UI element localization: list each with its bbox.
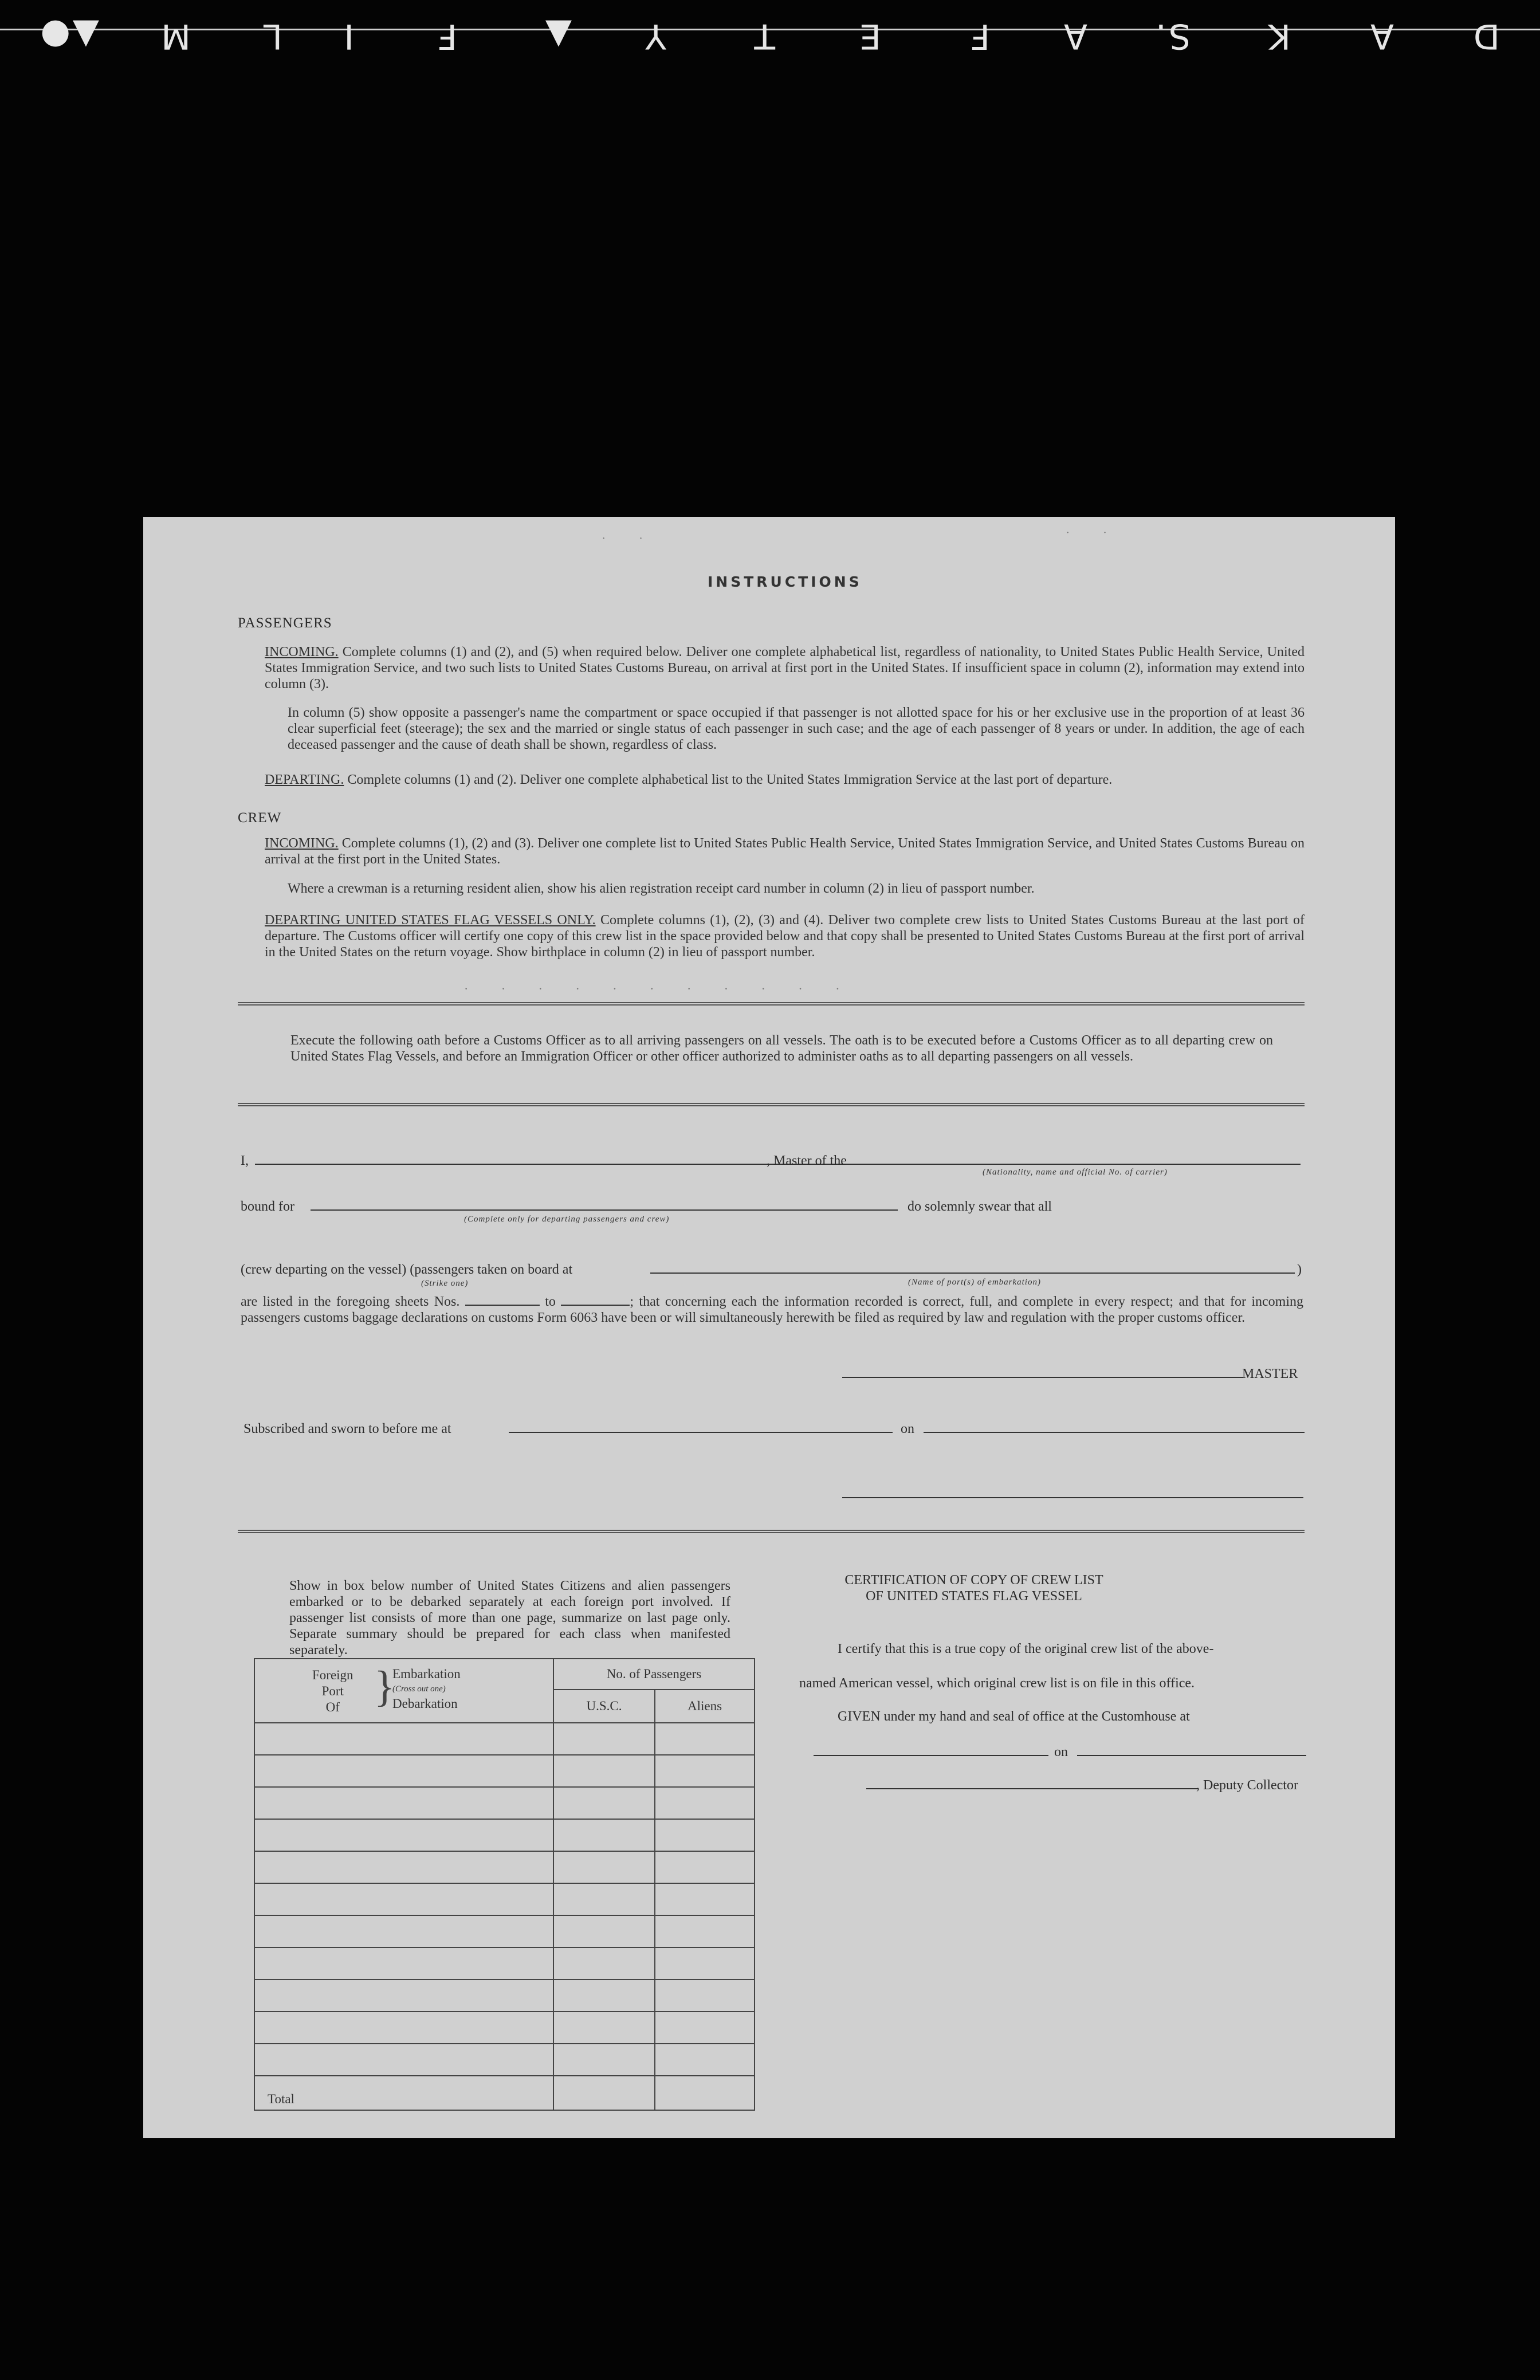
embark-debark (392, 1666, 461, 1712)
master-label: MASTER (1242, 1366, 1298, 1381)
usc-cell[interactable] (553, 1980, 655, 2012)
port-label: Port (321, 1684, 344, 1698)
film-letter: F (968, 16, 990, 56)
usc-cell[interactable] (553, 1883, 655, 1915)
port-header-cell (254, 1659, 553, 1723)
document-page (143, 517, 1395, 2138)
film-letter: ▲● (38, 16, 99, 56)
film-edge-label (0, 0, 1540, 97)
master-signature-field[interactable] (842, 1376, 1243, 1378)
crew-incoming-lead: INCOMING. (265, 836, 339, 851)
crew-alien-paragraph: Where a crewman is a returning resident alien, show his alien registration receipt card number in column (2) in lieu of passport number. (288, 881, 1035, 896)
certification-on-label: on (1054, 1745, 1068, 1760)
aliens-cell[interactable] (655, 2044, 755, 2076)
master-of-the-label: , Master of the (767, 1153, 847, 1168)
listed-in-paragraph (241, 1294, 1303, 1326)
aliens-header: Aliens (655, 1690, 755, 1723)
port-cell[interactable] (254, 1947, 553, 1980)
name-of-ports-caption: (Name of port(s) of embarkation) (908, 1278, 1041, 1287)
usc-cell[interactable] (553, 1787, 655, 1819)
crew-departing-lead: DEPARTING UNITED STATES FLAG VESSELS ONLY. (265, 913, 596, 928)
passengers-column5-paragraph: In column (5) show opposite a passenger's name the compartment or space occupied if that passenger is not allotted space for his or her exclusive use in the proportion of at least 36 clear superficial feet (steerage); the sex and the married or single status of each passenger in such case; and the age of each passenger of 8 years or under. In addition, the age of each deceased passenger and the cause of death shall be shown, regardless of class. (288, 705, 1305, 752)
listed-rest-text: ; that concerning each the information recorded is correct, full, and complete in every respect; and that for incoming passengers customs baggage declarations on customs Form 6063 have been or will simultaneously herewith be filed as required by law and regulation with the proper customs officer. (241, 1294, 1304, 1325)
port-cell[interactable] (254, 1980, 553, 2012)
brace-glyph: } (374, 1663, 395, 1711)
usc-cell[interactable] (553, 1947, 655, 1980)
certify-line1: I certify that this is a true copy of the original crew list of the above- (838, 1641, 1214, 1656)
aliens-cell[interactable] (655, 1947, 755, 1980)
crew-heading: CREW (238, 810, 282, 826)
film-letter: S. (1153, 16, 1191, 56)
aliens-cell[interactable] (655, 1980, 755, 2012)
deputy-collector-signature[interactable] (866, 1788, 1197, 1789)
given-text: GIVEN under my hand and seal of office at the Customhouse at (838, 1709, 1190, 1724)
strike-one-caption: (Strike one) (421, 1279, 469, 1288)
table-header-row (254, 1659, 755, 1690)
aliens-cell[interactable] (655, 1755, 755, 1787)
passengers-heading: PASSENGERS (238, 615, 332, 631)
table-row (254, 2044, 755, 2076)
sheet-to-field[interactable] (561, 1294, 630, 1306)
crew-incoming-paragraph (265, 835, 1305, 867)
passenger-summary-table (254, 1658, 755, 2111)
table-total-row (254, 2076, 755, 2110)
double-rule (238, 1002, 1305, 1006)
table-row (254, 2012, 755, 2044)
film-letter: Y (643, 16, 666, 56)
usc-cell[interactable] (553, 1723, 655, 1755)
aliens-cell[interactable] (655, 2012, 755, 2044)
film-edge-strip (0, 0, 1540, 86)
bound-for-field[interactable] (311, 1209, 898, 1211)
film-letter: L (261, 16, 282, 56)
table-row (254, 1787, 755, 1819)
instructions-title: INSTRUCTIONS (708, 574, 862, 590)
port-cell[interactable] (254, 2012, 553, 2044)
film-letter: K (1266, 16, 1291, 56)
usc-cell[interactable] (553, 1819, 655, 1851)
aliens-cell[interactable] (655, 1851, 755, 1883)
port-cell[interactable] (254, 1915, 553, 1947)
passengers-incoming-lead: INCOMING. (265, 645, 339, 659)
table-row (254, 1819, 755, 1851)
port-cell[interactable] (254, 1787, 553, 1819)
complete-only-caption: (Complete only for departing passengers and crew) (464, 1215, 670, 1224)
crew-incoming-text: Complete columns (1), (2) and (3). Deliver one complete list to United States Public Health Service, United States Immigration Service, and United States Customs Bureau on arrival at the first port in the United States. (265, 836, 1305, 867)
usc-total-cell[interactable] (553, 2076, 655, 2110)
passengers-incoming-text: Complete columns (1) and (2), and (5) when required below. Deliver one complete alphabetical list, regardless of nationality, to United States Public Health Service, United States Immigration Service, and two such lists to United States Customs Bureau, on arrival at first port in the United States. If insufficient space in column (2), information may extend into column (3). (265, 645, 1305, 692)
aliens-cell[interactable] (655, 1915, 755, 1947)
close-paren: ) (1297, 1262, 1302, 1277)
film-letter: A (1368, 16, 1394, 56)
usc-cell[interactable] (553, 1851, 655, 1883)
certification-title-line2: OF UNITED STATES FLAG VESSEL (866, 1589, 1082, 1604)
officer-signature-field[interactable] (842, 1497, 1303, 1498)
port-cell[interactable] (254, 1819, 553, 1851)
film-letter: A (1061, 16, 1087, 56)
table-row (254, 1915, 755, 1947)
port-cell[interactable] (254, 1851, 553, 1883)
crew-departing-text: Complete columns (1), (2), (3) and (4). Deliver two complete crew lists to United States Customs Bureau at the last port of departure. The Customs officer will certify one copy of this crew list in the space provided below and that copy shall be presented to United States Customs Bureau at the first port of arrival in the United States on the return voyage. Show birthplace in column (2) in lieu of passport number. (265, 913, 1305, 960)
bound-for-label: bound for (241, 1199, 294, 1214)
embarkation-label: Embarkation (392, 1667, 461, 1681)
usc-cell[interactable] (553, 1755, 655, 1787)
embarkation-port-field[interactable] (650, 1272, 1295, 1274)
passengers-incoming-paragraph (265, 644, 1305, 692)
table-row (254, 1980, 755, 2012)
to-label: to (545, 1294, 556, 1309)
sheet-from-field[interactable] (465, 1294, 540, 1306)
usc-cell[interactable] (553, 2012, 655, 2044)
film-letter: I (341, 16, 354, 56)
table-row (254, 1883, 755, 1915)
of-label: Of (325, 1700, 340, 1714)
aliens-cell[interactable] (655, 1819, 755, 1851)
oath-instruction: Execute the following oath before a Customs Officer as to all arriving passengers on all vessels. The oath is to be executed before a Customs Officer as to all departing crew on United States Flag Vessels, and before an Immigration Officer or other officer authorized to administer oaths as to all departing passengers on all vessels. (290, 1033, 1273, 1064)
port-cell[interactable] (254, 2044, 553, 2076)
subscribed-label: Subscribed and sworn to before me at (243, 1421, 451, 1436)
oath-i-label: I, (241, 1153, 249, 1168)
crew-passengers-text: (crew departing on the vessel) (passengers taken on board at (241, 1262, 573, 1277)
film-letter: ▲ (543, 16, 572, 56)
certification-title-line1: CERTIFICATION OF COPY OF CREW LIST (844, 1573, 1103, 1588)
passengers-departing-text: Complete columns (1) and (2). Deliver one complete alphabetical list to the United States Immigration Service at the last port of departure. (347, 772, 1113, 787)
solemnly-swear-text: do solemnly swear that all (907, 1199, 1052, 1214)
port-cell[interactable] (254, 1755, 553, 1787)
debarkation-label: Debarkation (392, 1696, 458, 1711)
cross-out-caption: (Cross out one) (392, 1684, 446, 1694)
passengers-departing-lead: DEPARTING. (265, 772, 344, 787)
certification-title (831, 1572, 1117, 1604)
table-row (254, 1723, 755, 1755)
certify-line2: named American vessel, which original crew list is on file in this office. (799, 1676, 1195, 1691)
film-letter: D (1471, 16, 1500, 56)
subscribed-on-label: on (901, 1421, 914, 1436)
film-letter: M (159, 16, 191, 56)
film-letter: T (752, 16, 775, 56)
deputy-collector-label: , Deputy Collector (1196, 1778, 1298, 1793)
usc-header: U.S.C. (553, 1690, 655, 1723)
usc-cell[interactable] (553, 2044, 655, 2076)
summary-instruction: Show in box below number of United States Citizens and alien passengers embarked or to be debarked separately at each foreign port involved. If passenger list consists of more than one page, summarize on last page only. Separate summary should be prepared for each class when manifested separately. (289, 1578, 730, 1658)
foreign-port-of (312, 1667, 353, 1715)
customhouse-field[interactable] (814, 1754, 1048, 1756)
aliens-cell[interactable] (655, 1723, 755, 1755)
aliens-cell[interactable] (655, 1787, 755, 1819)
sworn-date-field[interactable] (924, 1431, 1305, 1433)
aliens-cell[interactable] (655, 1883, 755, 1915)
port-cell[interactable] (254, 1883, 553, 1915)
total-label: Total (254, 2076, 553, 2110)
dotted-marks: · · · · · · · · · · · (464, 981, 855, 996)
certification-date-field[interactable] (1077, 1754, 1306, 1756)
nationality-caption: (Nationality, name and official No. of carrier) (983, 1168, 1168, 1177)
page-specks: ˙ ˙ (1066, 529, 1122, 543)
sworn-place-field[interactable] (509, 1431, 893, 1433)
passengers-departing-paragraph (265, 772, 1305, 788)
film-letter: E (857, 16, 881, 56)
double-rule (238, 1103, 1305, 1106)
port-cell[interactable] (254, 1723, 553, 1755)
table-row (254, 1947, 755, 1980)
table-row (254, 1851, 755, 1883)
no-of-passengers-header: No. of Passengers (553, 1659, 755, 1690)
usc-cell[interactable] (553, 1915, 655, 1947)
double-rule (238, 1530, 1305, 1533)
aliens-total-cell[interactable] (655, 2076, 755, 2110)
foreign-label: Foreign (312, 1668, 353, 1682)
crew-departing-paragraph (265, 912, 1305, 960)
listed-in-text: are listed in the foregoing sheets Nos. (241, 1294, 460, 1309)
table-row (254, 1755, 755, 1787)
page-specks: ˙ ˙ (602, 535, 658, 549)
film-letter: F (435, 16, 457, 56)
